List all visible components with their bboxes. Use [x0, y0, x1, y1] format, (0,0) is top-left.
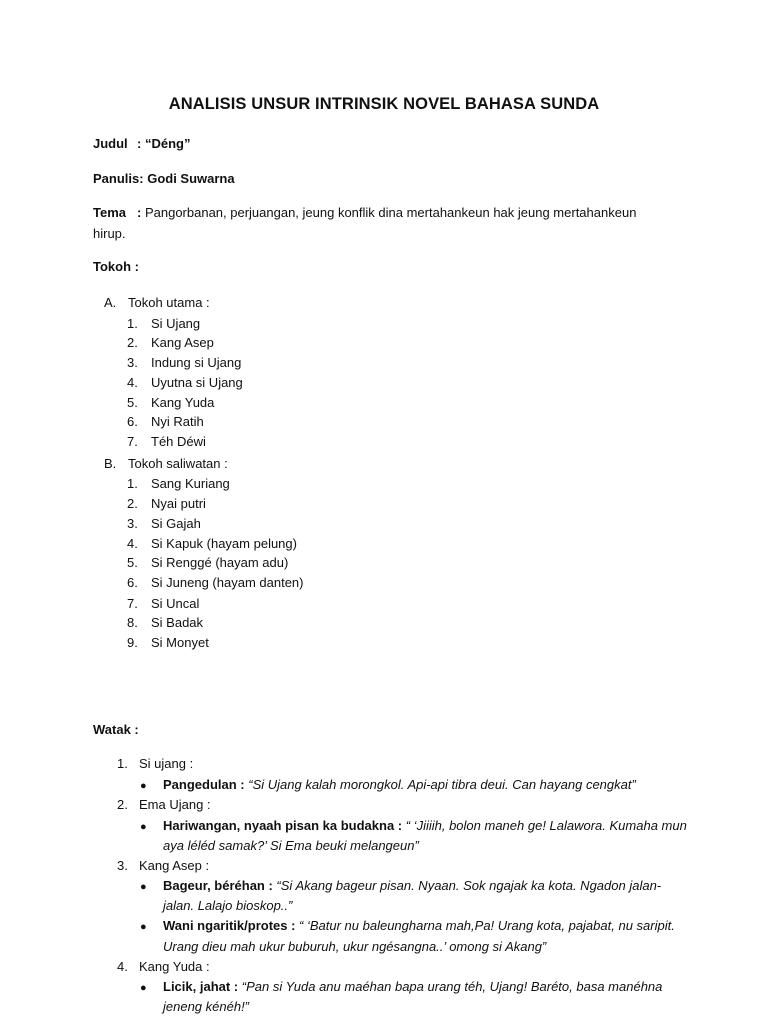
bullet-icon: ●	[140, 982, 147, 994]
list-item: 1. Si Ujang	[127, 316, 201, 331]
watak-heading: Watak :	[93, 722, 139, 737]
tokoh-saliwatan-marker: B.	[104, 456, 117, 471]
list-item: 5. Kang Yuda	[127, 395, 215, 410]
judul-value: “Déng”	[144, 136, 191, 151]
tokoh-utama-label: Tokoh utama :	[128, 295, 210, 310]
bullet-icon: ●	[140, 881, 147, 893]
list-item: 2. Kang Asep	[127, 335, 214, 350]
judul-sep: :	[137, 136, 145, 151]
list-item: 6. Si Juneng (hayam danten)	[127, 575, 304, 590]
list-item: 2. Nyai putri	[127, 496, 206, 511]
tokoh-utama-heading	[104, 295, 210, 310]
list-item: 9. Si Monyet	[127, 635, 209, 650]
judul-label: Judul	[93, 136, 128, 151]
judul-line	[93, 136, 190, 151]
list-item: 6. Nyi Ratih	[127, 414, 204, 429]
watak-entry: 2. Ema Ujang :	[117, 797, 211, 812]
watak-trait: ● Pangedulan : “Si Ujang kalah morongkol. Api-api tibra deui. Can hayang cengkat”	[140, 777, 636, 792]
watak-entry: 3. Kang Asep :	[117, 858, 210, 873]
watak-trait-cont: Urang dieu mah ukur buburuh, ukur ngésangna..’ omong si Akang”	[163, 939, 547, 954]
list-item: 1. Sang Kuriang	[127, 476, 230, 491]
watak-trait: ● Licik, jahat : “Pan si Yuda anu maéhan bapa urang téh, Ujang! Baréto, basa manéhna	[140, 979, 663, 994]
watak-trait: ● Bageur, béréhan : “Si Akang bageur pisan. Nyaan. Sok ngajak ka kota. Ngadon jalan-	[140, 878, 662, 893]
tema-value: Pangorbanan, perjuangan, jeung konflik dina mertahankeun hak jeung mertahankeun	[144, 205, 637, 220]
watak-entry: 1. Si ujang :	[117, 756, 194, 771]
panulis-value: Godi Suwarna	[147, 171, 235, 186]
watak-trait-cont: jalan. Lalajo bioskop..”	[163, 898, 293, 913]
bullet-icon: ●	[140, 821, 147, 833]
panulis-label: Panulis:	[93, 171, 144, 186]
list-item: 7. Téh Déwi	[127, 434, 206, 449]
list-item: 3. Indung si Ujang	[127, 355, 242, 370]
tokoh-saliwatan-heading	[104, 456, 228, 471]
list-item: 4. Si Kapuk (hayam pelung)	[127, 536, 297, 551]
watak-entry: 4. Kang Yuda :	[117, 959, 210, 974]
watak-trait: ● Hariwangan, nyaah pisan ka budakna : “ ‘Jiiiih, bolon maneh ge! Lalawora. Kumaha mun	[140, 818, 687, 833]
tokoh-utama-marker: A.	[104, 295, 117, 310]
list-item: 4. Uyutna si Ujang	[127, 375, 243, 390]
list-item: 8. Si Badak	[127, 615, 204, 630]
watak-trait-cont: aya léléd samak?’ Si Ema beuki melangeun”	[163, 838, 419, 853]
tema-label: Tema	[93, 205, 126, 220]
tema-value-cont: hirup.	[93, 226, 126, 241]
tokoh-saliwatan-label: Tokoh saliwatan :	[128, 456, 228, 471]
panulis-line	[93, 171, 235, 186]
bullet-icon: ●	[140, 780, 147, 792]
watak-trait: ● Wani ngaritik/protes : “ ‘Batur nu baleungharna mah,Pa! Urang kota, pajabat, nu saripit.	[140, 918, 675, 933]
list-item: 7. Si Uncal	[127, 596, 200, 611]
list-item: 3. Si Gajah	[127, 516, 201, 531]
bullet-icon: ●	[140, 921, 147, 933]
watak-trait-cont: jeneng kénéh!”	[163, 999, 250, 1014]
document-title: ANALISIS UNSUR INTRINSIK NOVEL BAHASA SUNDA	[168, 95, 600, 113]
tema-sep: :	[137, 205, 145, 220]
list-item: 5. Si Renggé (hayam adu)	[127, 555, 289, 570]
tokoh-heading: Tokoh :	[93, 259, 139, 274]
tema-line	[93, 205, 636, 220]
